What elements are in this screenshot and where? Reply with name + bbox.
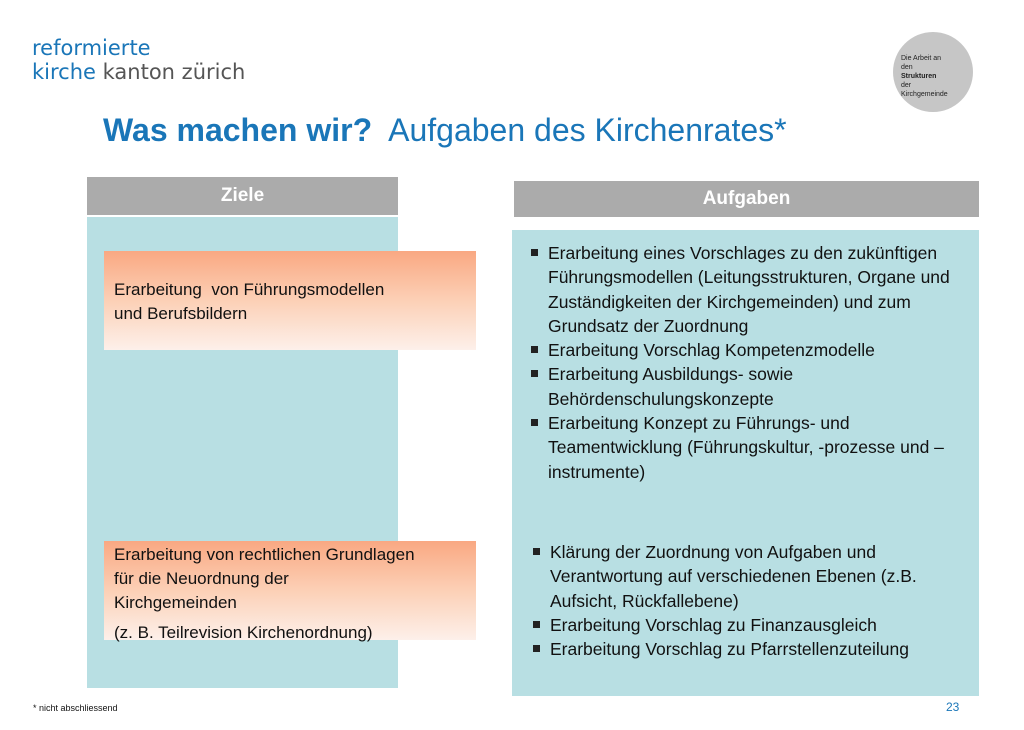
goal1-line-2: und Berufsbildern: [114, 304, 248, 323]
goal2-line-3: Kirchgemeinden: [114, 593, 237, 612]
badge-line-3: der: [901, 82, 912, 89]
logo-line-2: [32, 60, 245, 84]
list-item: Erarbeitung Vorschlag Kompetenzmodelle: [531, 338, 971, 362]
goal2-note: (z. B. Teilrevision Kirchenordnung): [114, 623, 373, 642]
logo-word-kirche: kirche: [32, 60, 96, 84]
logo-word-kanton: kanton zürich: [95, 60, 246, 84]
list-item: Klärung der Zuordnung von Aufgaben und Verantwortung auf verschiedenen Ebenen (z.B. Aufsicht, Rückfallebene): [533, 540, 973, 613]
goal2-line-1: Erarbeitung von rechtlichen Grundlagen: [114, 545, 415, 564]
logo-line-1: reformierte: [32, 36, 151, 60]
topic-badge: [893, 32, 973, 112]
goal2-line-2: für die Neuordnung der: [114, 569, 289, 588]
list-item: Erarbeitung Vorschlag zu Finanzausgleich: [533, 613, 973, 637]
goal-box-fuehrungsmodelle: [104, 251, 476, 350]
badge-line-2: [901, 63, 973, 81]
goal1-line-1: Erarbeitung von Führungsmodellen: [114, 280, 385, 299]
slide-title: [103, 112, 787, 149]
badge-line-2-prefix: den: [901, 64, 913, 71]
title-question: Was machen wir?: [103, 112, 373, 148]
aufgaben-list-2: [533, 540, 973, 661]
aufgaben-header: Aufgaben: [514, 181, 979, 217]
page-number: 23: [946, 700, 960, 714]
title-subtitle: Aufgaben des Kirchenrates*: [388, 112, 787, 148]
goal-box-rechtliche-grundlagen: [104, 541, 476, 640]
list-item: Erarbeitung Vorschlag zu Pfarrstellenzuteilung: [533, 637, 973, 661]
badge-line-4: Kirchgemeinde: [901, 91, 948, 98]
footnote: * nicht abschliessend: [33, 703, 118, 713]
list-item: Erarbeitung Konzept zu Führungs- und Teamentwicklung (Führungskultur, -prozesse und –instrumente): [531, 411, 971, 484]
aufgaben-list-1: [531, 241, 971, 484]
ziele-header: Ziele: [87, 177, 398, 215]
badge-line-2-bold: Strukturen: [901, 73, 937, 80]
badge-line-1: Die Arbeit an: [901, 55, 942, 62]
church-logo: [32, 36, 245, 84]
list-item: Erarbeitung Ausbildungs- sowie Behördenschulungskonzepte: [531, 362, 971, 411]
list-item: Erarbeitung eines Vorschlages zu den zukünftigen Führungsmodellen (Leitungsstrukturen, Organe und Zuständigkeiten der Kirchgemeinden) und zum Grundsatz der Zuordnung: [531, 241, 971, 338]
